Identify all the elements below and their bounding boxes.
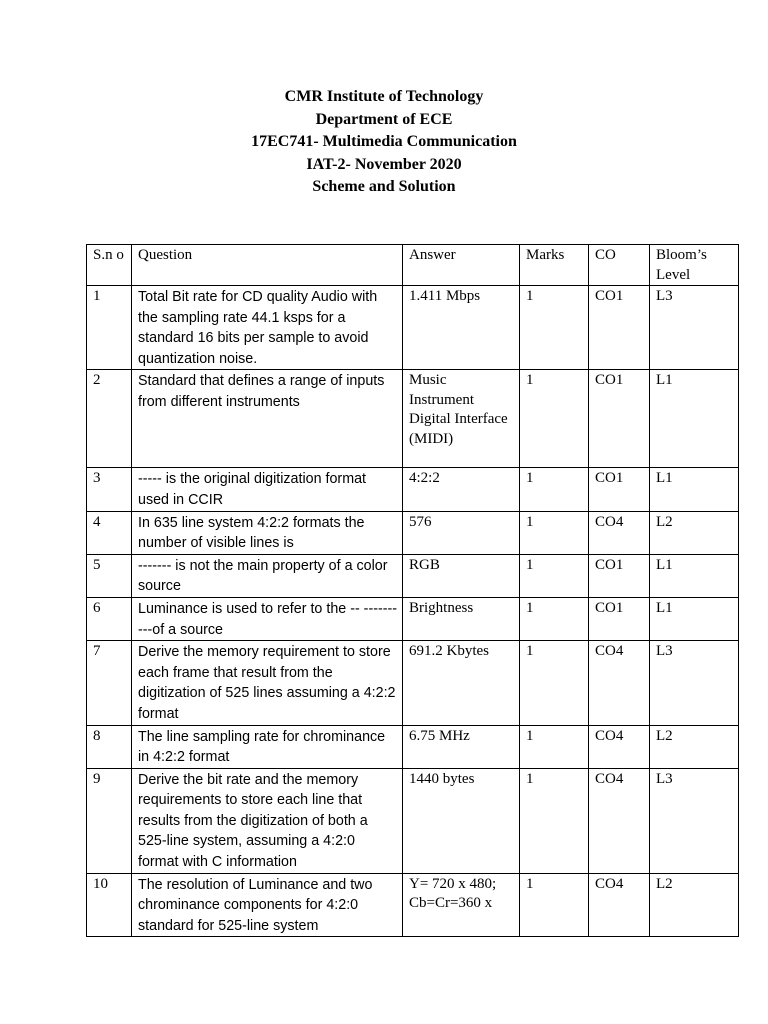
row-marks: 1 <box>520 768 589 873</box>
row-level: L3 <box>650 641 739 725</box>
table-header-row <box>87 245 739 286</box>
document-subtitle: Scheme and Solution <box>312 178 456 195</box>
row-question: ----- is the original digitization format used in CCIR <box>132 468 403 511</box>
table-row <box>87 597 739 640</box>
row-question: Standard that defines a range of inputs from different instruments <box>132 370 403 468</box>
row-sno: 4 <box>87 511 132 554</box>
row-answer: 1.411 Mbps <box>403 286 520 370</box>
table-row <box>87 511 739 554</box>
row-co: CO4 <box>589 725 650 768</box>
row-answer: 1440 bytes <box>403 768 520 873</box>
table-row <box>87 286 739 370</box>
row-question: Derive the bit rate and the memory requirements to store each line that results from the digitization of both a 525-line system, assuming a 4:2:0 format with C information <box>132 768 403 873</box>
row-level: L1 <box>650 468 739 511</box>
row-level: L3 <box>650 286 739 370</box>
row-answer: RGB <box>403 554 520 597</box>
row-level: L1 <box>650 370 739 468</box>
row-answer: 691.2 Kbytes <box>403 641 520 725</box>
row-answer: 576 <box>403 511 520 554</box>
row-question: Derive the memory requirement to store each frame that result from the digitization of 525 lines assuming a 4:2:2 format <box>132 641 403 725</box>
column-header-blooms-level: Bloom’s Level <box>650 245 739 286</box>
row-co: CO1 <box>589 286 650 370</box>
row-answer: Music Instrument Digital Interface (MIDI) <box>403 370 520 468</box>
row-co: CO4 <box>589 641 650 725</box>
row-answer: Brightness <box>403 597 520 640</box>
row-sno: 3 <box>87 468 132 511</box>
row-question: In 635 line system 4:2:2 formats the number of visible lines is <box>132 511 403 554</box>
row-sno: 10 <box>87 873 132 937</box>
row-answer: Y= 720 x 480; Cb=Cr=360 x <box>403 873 520 937</box>
department-name: Department of ECE <box>315 110 453 128</box>
row-marks: 1 <box>520 597 589 640</box>
row-question: The resolution of Luminance and two chrominance components for 4:2:0 standard for 525-line system <box>132 873 403 937</box>
column-header-sno: S.n o <box>87 245 132 286</box>
row-sno: 5 <box>87 554 132 597</box>
table-row <box>87 641 739 725</box>
row-marks: 1 <box>520 641 589 725</box>
row-co: CO1 <box>589 597 650 640</box>
row-question: ------- is not the main property of a color source <box>132 554 403 597</box>
table-row <box>87 554 739 597</box>
document-header <box>0 86 768 199</box>
row-marks: 1 <box>520 873 589 937</box>
institute-name: CMR Institute of Technology <box>284 88 484 105</box>
row-marks: 1 <box>520 554 589 597</box>
column-header-answer: Answer <box>403 245 520 286</box>
column-header-question: Question <box>132 245 403 286</box>
row-sno: 9 <box>87 768 132 873</box>
table-row <box>87 768 739 873</box>
row-level: L3 <box>650 768 739 873</box>
row-question: Luminance is used to refer to the -- ----------of a source <box>132 597 403 640</box>
row-answer: 4:2:2 <box>403 468 520 511</box>
table-row <box>87 873 739 937</box>
row-answer: 6.75 MHz <box>403 725 520 768</box>
row-co: CO1 <box>589 554 650 597</box>
row-sno: 8 <box>87 725 132 768</box>
row-sno: 7 <box>87 641 132 725</box>
row-level: L2 <box>650 511 739 554</box>
row-level: L2 <box>650 725 739 768</box>
row-marks: 1 <box>520 286 589 370</box>
table-row <box>87 370 739 468</box>
row-level: L1 <box>650 554 739 597</box>
row-sno: 1 <box>87 286 132 370</box>
column-header-marks: Marks <box>520 245 589 286</box>
question-answer-table <box>86 244 739 937</box>
row-question: Total Bit rate for CD quality Audio with the sampling rate 44.1 ksps for a standard 16 bits per sample to avoid quantization noise. <box>132 286 403 370</box>
row-question: The line sampling rate for chrominance in 4:2:2 format <box>132 725 403 768</box>
row-marks: 1 <box>520 468 589 511</box>
course-title: 17EC741- Multimedia Communication <box>251 133 517 150</box>
row-co: CO1 <box>589 370 650 468</box>
row-sno: 6 <box>87 597 132 640</box>
row-level: L1 <box>650 597 739 640</box>
row-co: CO1 <box>589 468 650 511</box>
row-co: CO4 <box>589 768 650 873</box>
row-co: CO4 <box>589 873 650 937</box>
table-row <box>87 725 739 768</box>
row-level: L2 <box>650 873 739 937</box>
row-marks: 1 <box>520 370 589 468</box>
row-sno: 2 <box>87 370 132 468</box>
row-co: CO4 <box>589 511 650 554</box>
row-marks: 1 <box>520 511 589 554</box>
row-marks: 1 <box>520 725 589 768</box>
exam-title: IAT-2- November 2020 <box>306 155 462 173</box>
table-row <box>87 468 739 511</box>
column-header-co: CO <box>589 245 650 286</box>
